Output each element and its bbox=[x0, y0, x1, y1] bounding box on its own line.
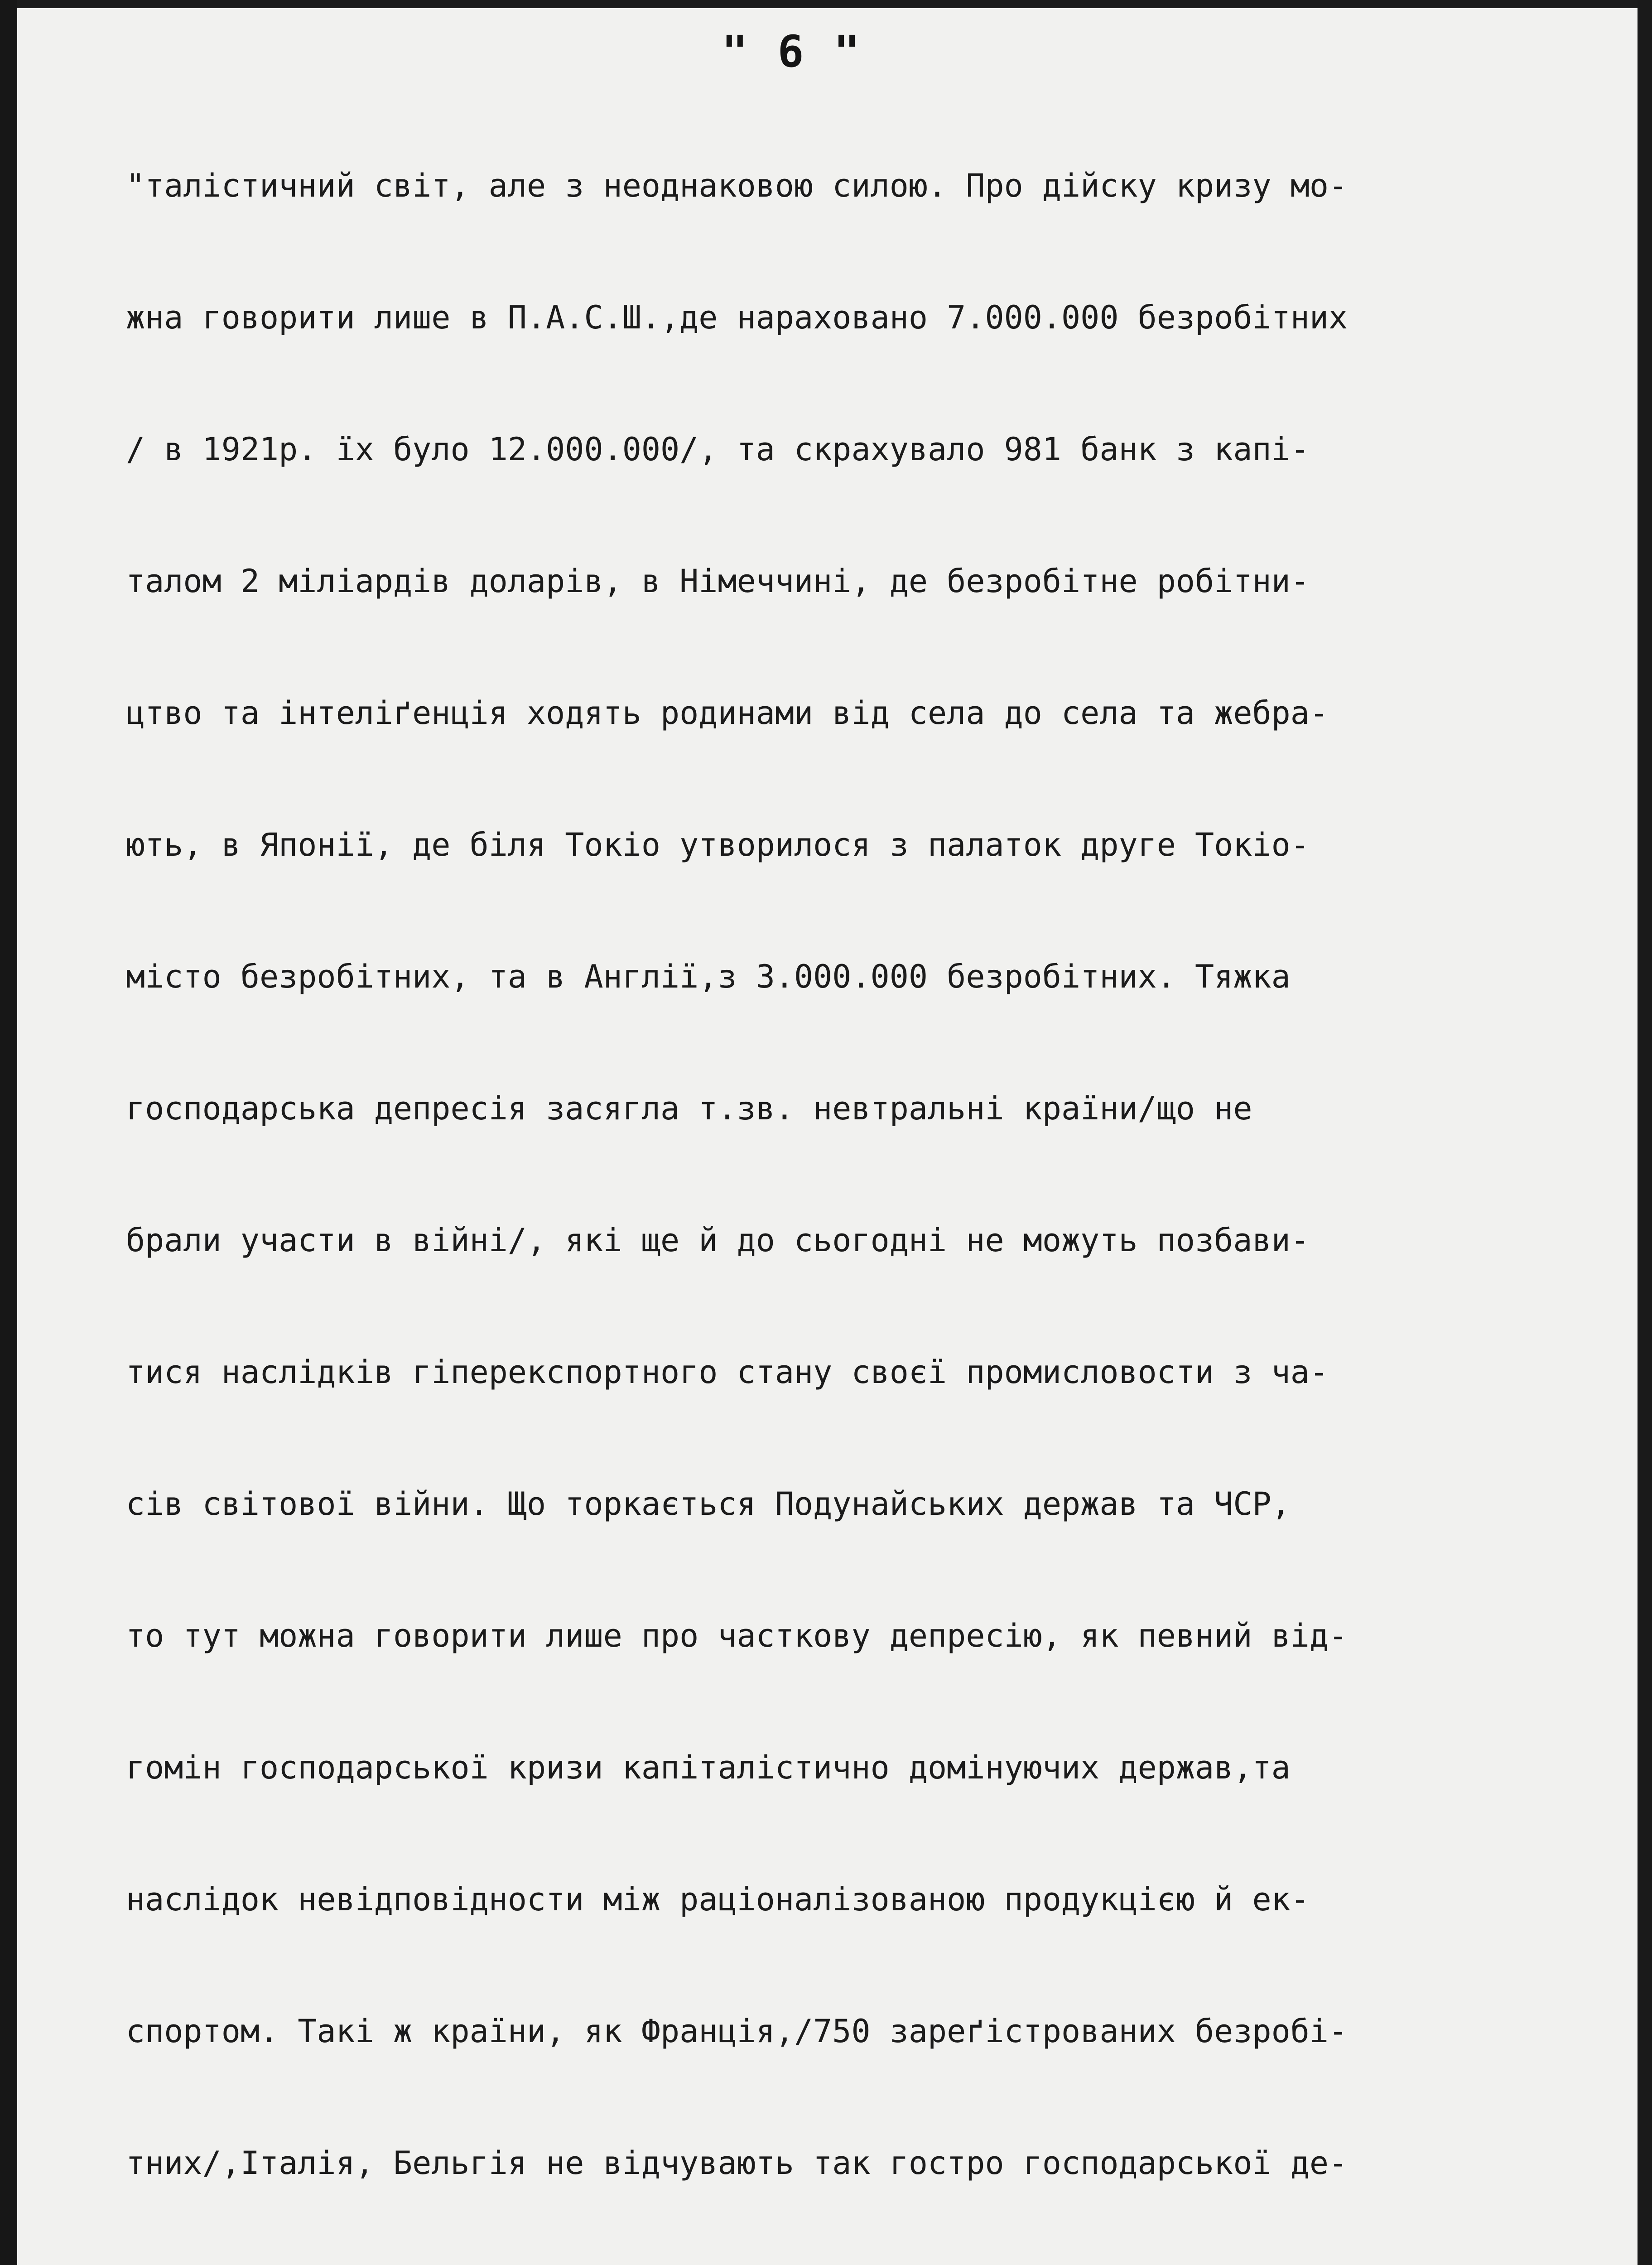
text-line: тися наслідків гіперекспортного стану своєї промисловости з ча- bbox=[126, 1354, 1329, 1391]
text-line: спортом. Такі ж країни, як Франція,/750 зареґістрованих безробі- bbox=[126, 2013, 1348, 2050]
text-line: господарська депресія засягла т.зв. невтральні країни/що не bbox=[126, 1090, 1252, 1127]
film-border-right bbox=[1638, 0, 1652, 2265]
text-line: жна говорити лише в П.А.С.Ш.,де нараховано 7.000.000 безробітних bbox=[126, 299, 1348, 336]
page-number: " 6 " bbox=[722, 26, 862, 77]
text-line: ють, в Японії, де біля Токіо утворилося з палаток друге Токіо- bbox=[126, 826, 1310, 863]
text-line: сів світової війни. Що торкається Подунайських держав та ЧСР, bbox=[126, 1485, 1291, 1523]
body-text bbox=[126, 76, 1575, 2265]
text-line: "талістичний світ, але з неоднаковою силою. Про дійску кризу мо- bbox=[126, 167, 1348, 204]
typewritten-page bbox=[17, 8, 1638, 2265]
text-line: наслідок невідповідности між раціоналізованою продукцією й ек- bbox=[126, 1881, 1310, 1918]
text-line: брали участи в війні/, які ще й до сьогодні не можуть позбави- bbox=[126, 1222, 1310, 1259]
film-border-left bbox=[0, 0, 17, 2265]
text-line: то тут можна говорити лише про часткову депресію, як певний від- bbox=[126, 1617, 1348, 1654]
text-line: талом 2 міліардів доларів, в Німеччині, де безробітне робітни- bbox=[126, 563, 1310, 600]
text-line: гомін господарської кризи капіталістично домінуючих держав,та bbox=[126, 1749, 1291, 1786]
text-line: тних/,Італія, Бельгія не відчувають так гостро господарської де- bbox=[126, 2145, 1348, 2182]
text-line: цтво та інтеліґенція ходять родинами від села до села та жебра- bbox=[126, 694, 1329, 732]
text-line: місто безробітних, та в Англії,з 3.000.000 безробітних. Тяжка bbox=[126, 958, 1291, 995]
text-line: / в 1921р. їх було 12.000.000/, та скрахувало 981 банк з капі- bbox=[126, 431, 1310, 468]
